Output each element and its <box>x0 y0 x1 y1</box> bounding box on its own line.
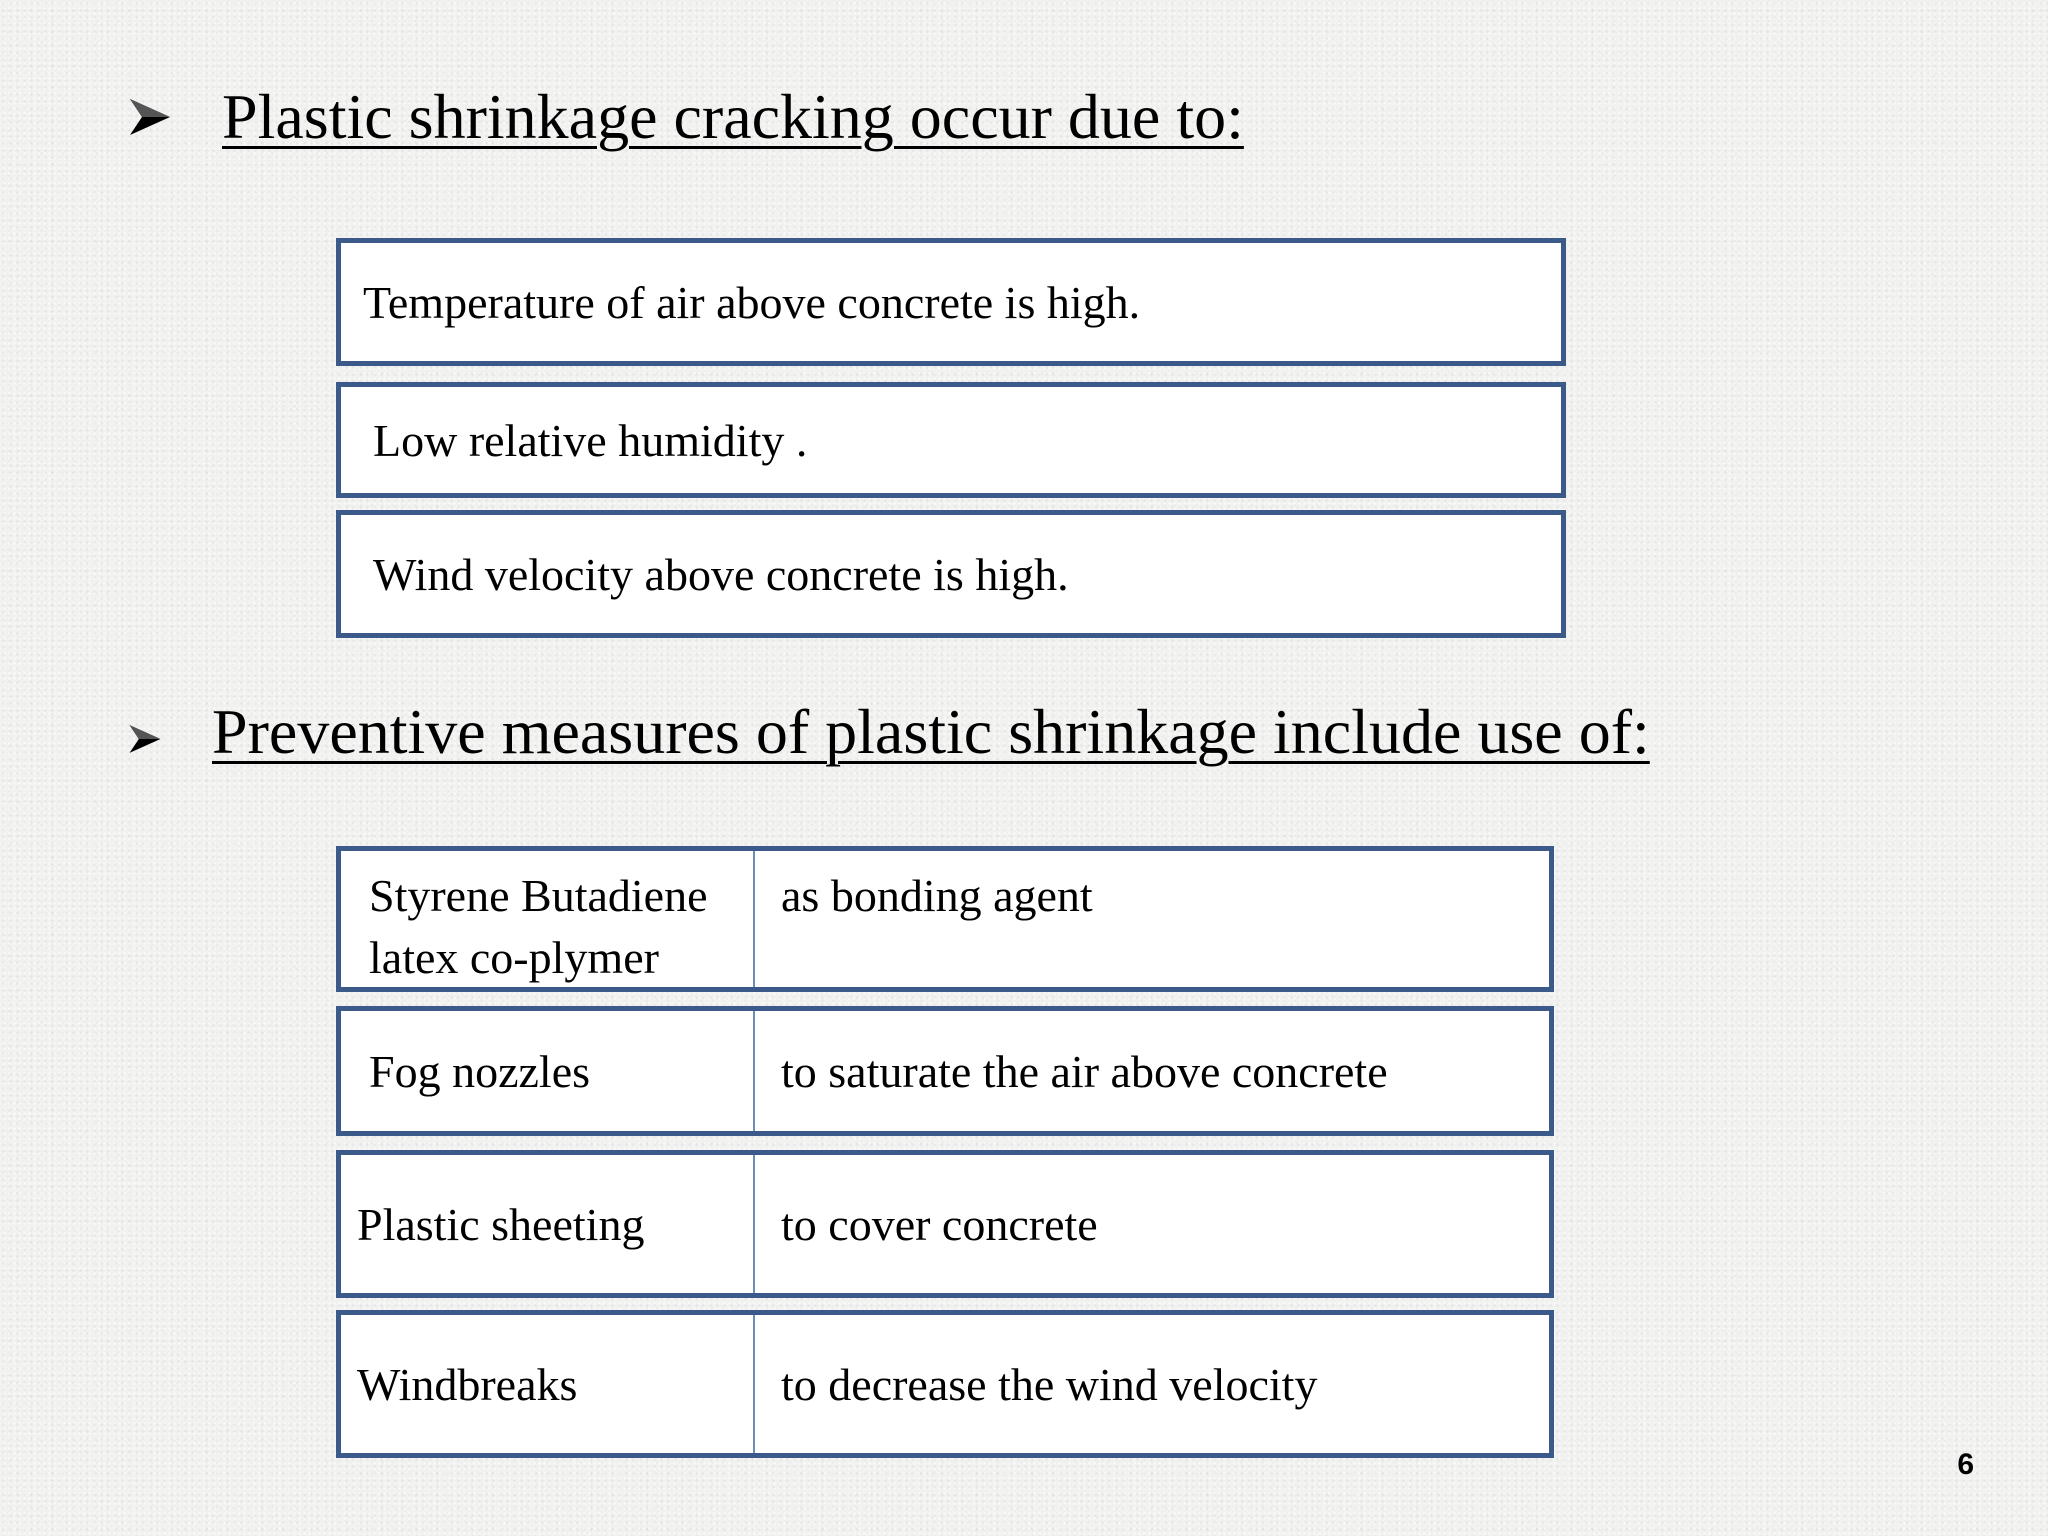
cause-text: Wind velocity above concrete is high. <box>373 548 1069 600</box>
heading-causes <box>128 80 1244 154</box>
measure-item: Windbreaks <box>341 1315 755 1453</box>
measure-purpose: to cover concrete <box>781 1198 1098 1250</box>
arrowhead-bullet-icon <box>128 722 162 756</box>
cause-box <box>336 238 1566 366</box>
measure-row <box>336 1006 1554 1136</box>
measure-row <box>336 846 1554 992</box>
cause-box <box>336 382 1566 498</box>
measure-purpose: as bonding agent <box>781 870 1093 921</box>
cause-text: Temperature of air above concrete is high. <box>363 276 1141 328</box>
page-number: 6 <box>1957 1448 1974 1481</box>
heading-preventive-measures <box>128 695 1650 769</box>
cause-box <box>336 510 1566 638</box>
heading-causes-text: Plastic shrinkage cracking occur due to: <box>222 81 1244 152</box>
measure-purpose: to saturate the air above concrete <box>781 1045 1388 1097</box>
heading-preventive-measures-text: Preventive measures of plastic shrinkage include use of: <box>212 696 1650 767</box>
measure-row <box>336 1150 1554 1298</box>
measure-item: Styrene Butadiene latex co-plymer <box>341 851 755 987</box>
measure-row <box>336 1310 1554 1458</box>
measure-item: Plastic sheeting <box>341 1155 755 1293</box>
measure-purpose: to decrease the wind velocity <box>781 1358 1318 1410</box>
measure-item: Fog nozzles <box>341 1011 755 1131</box>
cause-text: Low relative humidity . <box>373 414 808 466</box>
arrowhead-bullet-icon <box>128 95 172 139</box>
